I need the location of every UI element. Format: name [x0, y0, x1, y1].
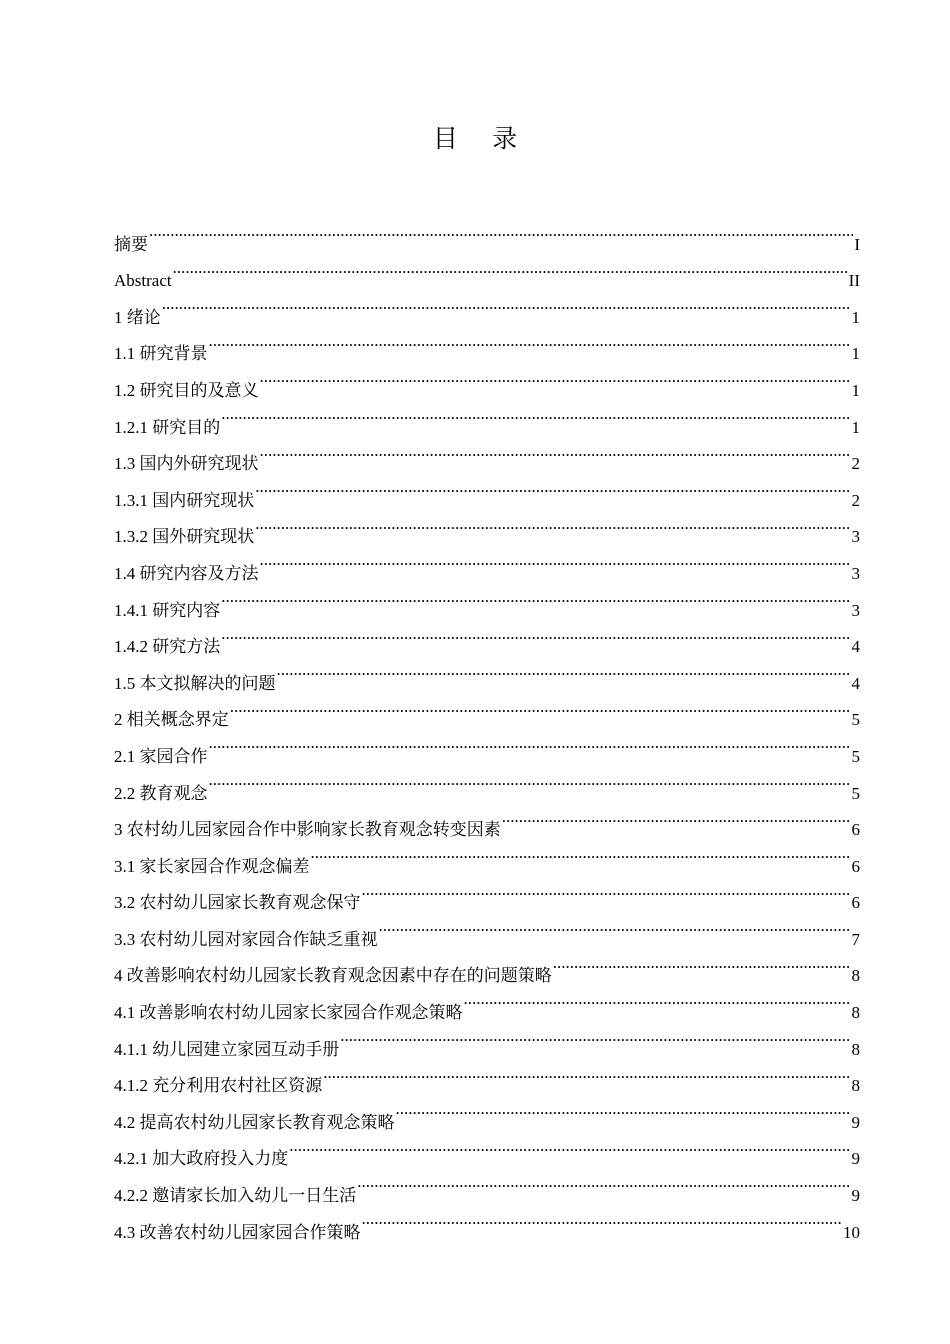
toc-entry-label: 1.4.2 研究方法	[114, 637, 221, 657]
toc-entry[interactable]	[114, 799, 860, 840]
toc-entry-page-number: 7	[851, 929, 860, 949]
toc-entry-label: 3 农村幼儿园家园合作中影响家长教育观念转变因素	[114, 820, 501, 840]
toc-entry[interactable]	[114, 725, 860, 766]
toc-entry-page-number: I	[854, 234, 860, 254]
toc-entry-page-number: 2	[851, 454, 860, 474]
toc-entry[interactable]	[114, 213, 860, 254]
toc-dot-leader	[289, 1128, 850, 1165]
toc-entry[interactable]	[114, 359, 860, 400]
toc-dot-leader	[255, 469, 850, 506]
toc-entry-label: 1.5 本文拟解决的问题	[114, 673, 276, 693]
toc-dot-leader	[362, 1201, 843, 1238]
toc-dot-leader	[323, 1055, 850, 1092]
toc-entry[interactable]	[114, 579, 860, 620]
toc-entry-label: 1.2 研究目的及意义	[114, 380, 259, 400]
toc-entry-page-number: 1	[851, 344, 860, 364]
toc-entry-label: 4.2 提高农村幼儿园家长教育观念策略	[114, 1112, 395, 1132]
toc-dot-leader	[502, 799, 851, 836]
toc-entry-page-number: 8	[851, 966, 860, 986]
toc-dot-leader	[362, 872, 851, 909]
toc-entry-page-number: 8	[851, 1003, 860, 1023]
toc-entry-page-number: 4	[851, 673, 860, 693]
toc-entry-label: 1.3 国内外研究现状	[114, 454, 259, 474]
toc-dot-leader	[260, 542, 851, 579]
toc-dot-leader	[162, 286, 851, 323]
toc-entry-label: 1.2.1 研究目的	[114, 417, 221, 437]
toc-entry-label: 1 绪论	[114, 307, 161, 327]
toc-entry-label: 1.4 研究内容及方法	[114, 563, 259, 583]
toc-entry[interactable]	[114, 250, 860, 291]
toc-entry-page-number: 6	[851, 820, 860, 840]
toc-entry[interactable]	[114, 762, 860, 803]
toc-entry-page-number: 5	[851, 710, 860, 730]
toc-entry-page-number: 10	[843, 1222, 860, 1242]
toc-entry-page-number: 1	[851, 417, 860, 437]
toc-entry-label: 4.1.1 幼儿园建立家园互动手册	[114, 1039, 340, 1059]
toc-entry-label: 4.2.2 邀请家长加入幼儿一日生活	[114, 1186, 357, 1206]
toc-entry-page-number: 9	[851, 1112, 860, 1132]
toc-entry-label: 2.2 教育观念	[114, 783, 208, 803]
toc-dot-leader	[209, 323, 851, 360]
toc-dot-leader	[379, 908, 851, 945]
toc-entry-label: 4.2.1 加大政府投入力度	[114, 1149, 289, 1169]
toc-entry[interactable]	[114, 652, 860, 693]
toc-entry-page-number: 9	[851, 1149, 860, 1169]
toc-entry-label: 摘要	[114, 234, 148, 254]
toc-entry-label: 1.3.2 国外研究现状	[114, 527, 255, 547]
toc-entry-label: 4.1.2 充分利用农村社区资源	[114, 1076, 323, 1096]
toc-dot-leader	[277, 652, 851, 689]
toc-dot-leader	[173, 250, 848, 287]
toc-entry-page-number: 3	[851, 527, 860, 547]
toc-entry-page-number: 9	[851, 1186, 860, 1206]
toc-entry[interactable]	[114, 396, 860, 437]
toc-dot-leader	[149, 213, 853, 250]
toc-entry-page-number: 1	[851, 380, 860, 400]
toc-dot-leader	[340, 1018, 850, 1055]
toc-entry[interactable]	[114, 616, 860, 657]
toc-entry-page-number: 5	[851, 746, 860, 766]
toc-entry-page-number: 8	[851, 1076, 860, 1096]
page-title: 目 录	[432, 126, 532, 153]
toc-entry-page-number: 5	[851, 783, 860, 803]
toc-dot-leader	[260, 433, 851, 470]
toc-entry-page-number: 3	[851, 600, 860, 620]
toc-entry[interactable]	[114, 433, 860, 474]
toc-entry-label: 2.1 家园合作	[114, 746, 208, 766]
toc-entry-label: 4.1 改善影响农村幼儿园家长家园合作观念策略	[114, 1003, 463, 1023]
toc-dot-leader	[209, 725, 851, 762]
toc-dot-leader	[357, 1164, 850, 1201]
toc-entry-label: 3.2 农村幼儿园家长教育观念保守	[114, 893, 361, 913]
toc-dot-leader	[255, 506, 850, 543]
toc-entry-label: 3.3 农村幼儿园对家园合作缺乏重视	[114, 929, 378, 949]
toc-entry-label: 1.1 研究背景	[114, 344, 208, 364]
toc-dot-leader	[230, 689, 851, 726]
toc-dot-leader	[464, 981, 851, 1018]
toc-entry-page-number: 4	[851, 637, 860, 657]
toc-entry-page-number: II	[848, 271, 860, 291]
toc-entry-label: 2 相关概念界定	[114, 710, 229, 730]
toc-dot-leader	[221, 396, 850, 433]
toc-entry-page-number: 8	[851, 1039, 860, 1059]
toc-entry-page-number: 6	[851, 893, 860, 913]
toc-entry-label: 1.3.1 国内研究现状	[114, 490, 255, 510]
toc-dot-leader	[221, 579, 850, 616]
toc-entry-label: 4.3 改善农村幼儿园家园合作策略	[114, 1222, 361, 1242]
toc-dot-leader	[221, 616, 850, 653]
toc-dot-leader	[311, 835, 851, 872]
toc-dot-leader	[553, 945, 851, 982]
toc-dot-leader	[260, 359, 851, 396]
toc-entry-page-number: 1	[851, 307, 860, 327]
toc-dot-leader	[396, 1091, 851, 1128]
toc-list	[114, 213, 860, 1242]
toc-entry-label: 1.4.1 研究内容	[114, 600, 221, 620]
toc-entry-page-number: 6	[851, 856, 860, 876]
toc-entry[interactable]	[114, 286, 860, 327]
toc-entry-label: 3.1 家长家园合作观念偏差	[114, 856, 310, 876]
toc-entry-page-number: 2	[851, 490, 860, 510]
toc-entry-label: Abstract	[114, 271, 172, 291]
toc-entry-page-number: 3	[851, 563, 860, 583]
toc-entry[interactable]	[114, 323, 860, 364]
toc-dot-leader	[209, 762, 851, 799]
toc-entry-label: 4 改善影响农村幼儿园家长教育观念因素中存在的问题策略	[114, 966, 552, 986]
